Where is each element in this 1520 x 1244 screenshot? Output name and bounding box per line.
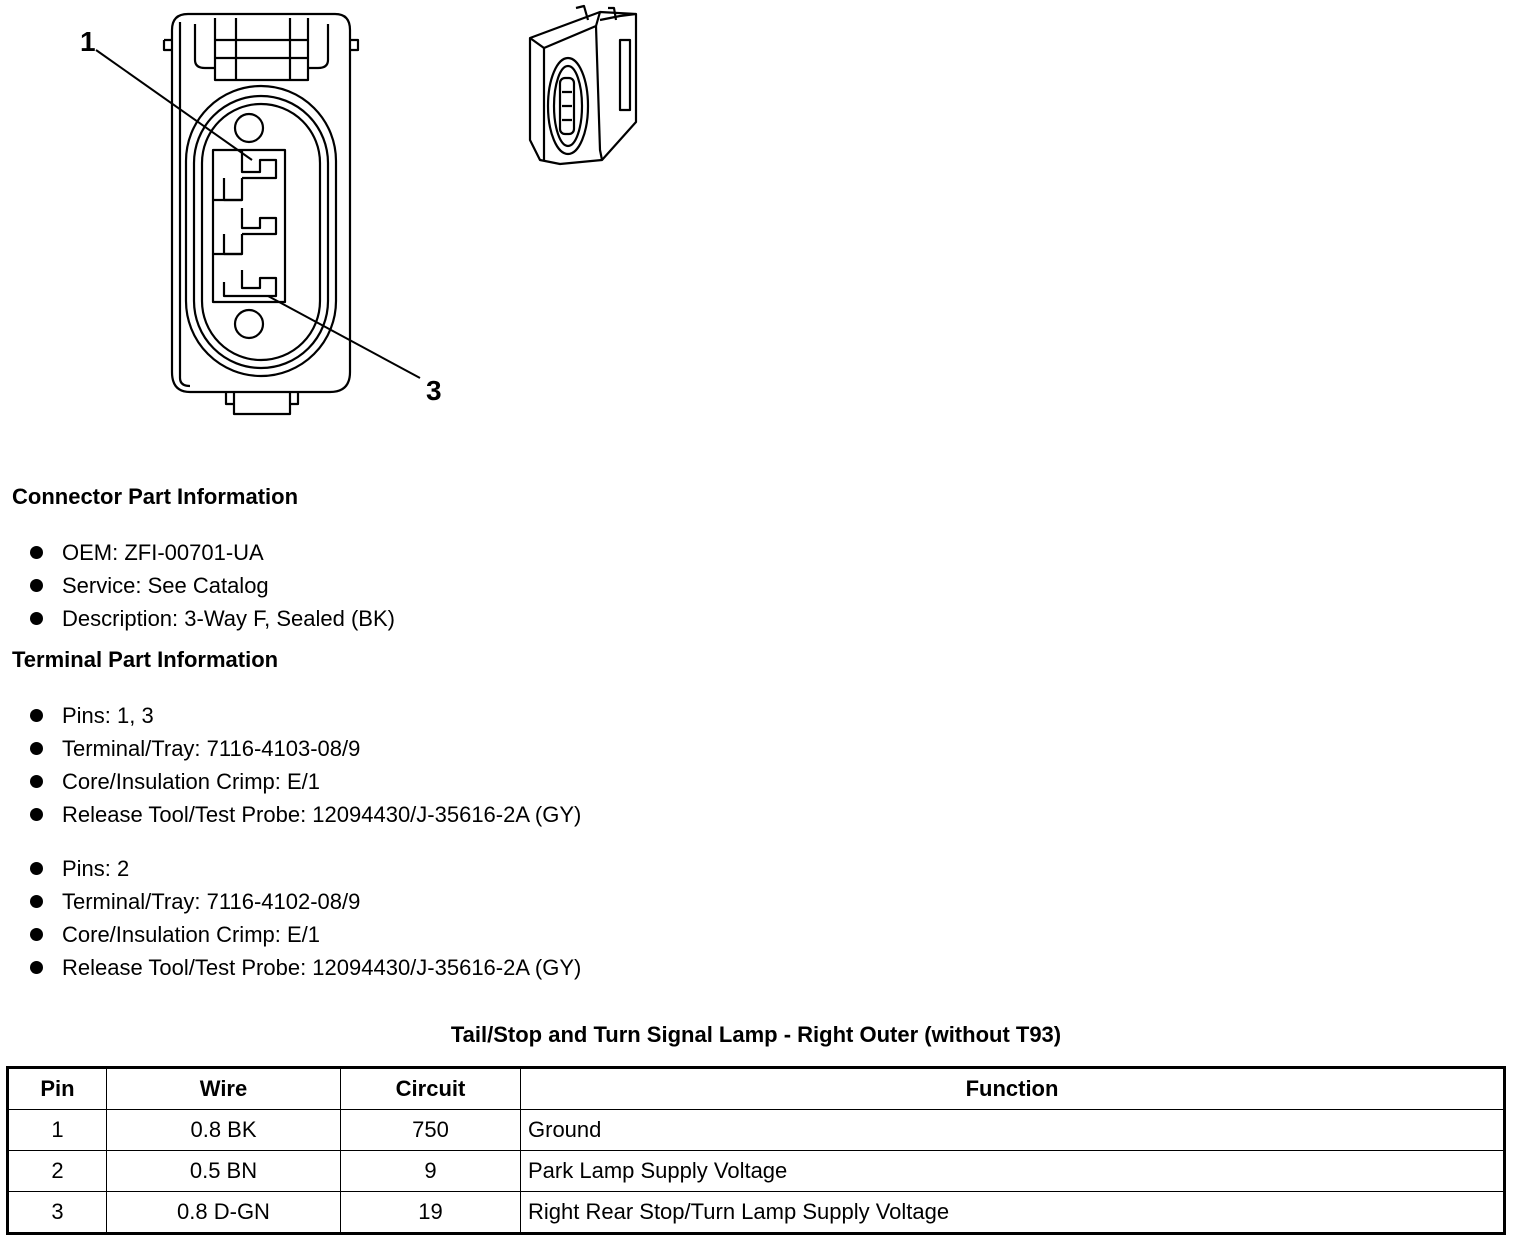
terminal-info-list-2	[30, 852, 581, 984]
pinout-table	[6, 1066, 1506, 1235]
list-item: Core/Insulation Crimp: E/1	[30, 765, 581, 798]
bullet-icon	[30, 612, 43, 625]
bullet-icon	[30, 546, 43, 559]
cell-function: Right Rear Stop/Turn Lamp Supply Voltage	[521, 1192, 1505, 1234]
table-row	[8, 1192, 1505, 1234]
list-item: Terminal/Tray: 7116-4103-08/9	[30, 732, 581, 765]
cell-wire: 0.8 D-GN	[107, 1192, 341, 1234]
connector-hole-bottom	[235, 310, 263, 338]
terminal-info-list-1	[30, 699, 581, 831]
connector-latch	[215, 18, 308, 80]
cell-pin: 2	[8, 1151, 107, 1192]
bullet-icon	[30, 928, 43, 941]
connector-iso-view	[530, 6, 636, 164]
list-item: Service: See Catalog	[30, 569, 395, 602]
connector-housing	[172, 14, 350, 392]
bullet-icon	[30, 579, 43, 592]
cell-function: Ground	[521, 1110, 1505, 1151]
cell-pin: 3	[8, 1192, 107, 1234]
leader-line-3	[268, 296, 420, 378]
table-row	[8, 1151, 1505, 1192]
header-function: Function	[521, 1068, 1505, 1110]
header-circuit: Circuit	[341, 1068, 521, 1110]
list-item: Description: 3-Way F, Sealed (BK)	[30, 602, 395, 635]
header-pin: Pin	[8, 1068, 107, 1110]
callout-1: 1	[80, 26, 96, 57]
pin-cavity-2	[242, 208, 276, 234]
header-wire: Wire	[107, 1068, 341, 1110]
bullet-icon	[30, 961, 43, 974]
list-item: Pins: 2	[30, 852, 581, 885]
connector-info-title: Connector Part Information	[12, 484, 299, 509]
cell-wire: 0.8 BK	[107, 1110, 341, 1151]
connector-drawing	[0, 0, 700, 430]
bullet-icon	[30, 862, 43, 875]
cell-circuit: 9	[341, 1151, 521, 1192]
pin-cavity-1	[242, 150, 276, 178]
table-header-row	[8, 1068, 1505, 1110]
list-item: Terminal/Tray: 7116-4102-08/9	[30, 885, 581, 918]
list-item: Pins: 1, 3	[30, 699, 581, 732]
cell-circuit: 19	[341, 1192, 521, 1234]
bullet-icon	[30, 709, 43, 722]
pin-cavity-3	[242, 270, 276, 296]
cell-function: Park Lamp Supply Voltage	[521, 1151, 1505, 1192]
table-row	[8, 1110, 1505, 1151]
callout-3: 3	[426, 375, 442, 406]
connector-diagram	[0, 0, 700, 430]
connector-hole-top	[235, 114, 263, 142]
bullet-icon	[30, 742, 43, 755]
bullet-icon	[30, 775, 43, 788]
bullet-icon	[30, 808, 43, 821]
list-item: OEM: ZFI-00701-UA	[30, 536, 395, 569]
table-caption: Tail/Stop and Turn Signal Lamp - Right Outer (without T93)	[450, 1022, 1062, 1047]
cell-pin: 1	[8, 1110, 107, 1151]
list-item: Release Tool/Test Probe: 12094430/J-35616-2A (GY)	[30, 951, 581, 984]
list-item: Release Tool/Test Probe: 12094430/J-35616-2A (GY)	[30, 798, 581, 831]
connector-info-list	[30, 536, 395, 635]
cell-wire: 0.5 BN	[107, 1151, 341, 1192]
cell-circuit: 750	[341, 1110, 521, 1151]
bullet-icon	[30, 895, 43, 908]
terminal-info-title: Terminal Part Information	[12, 647, 279, 672]
list-item: Core/Insulation Crimp: E/1	[30, 918, 581, 951]
